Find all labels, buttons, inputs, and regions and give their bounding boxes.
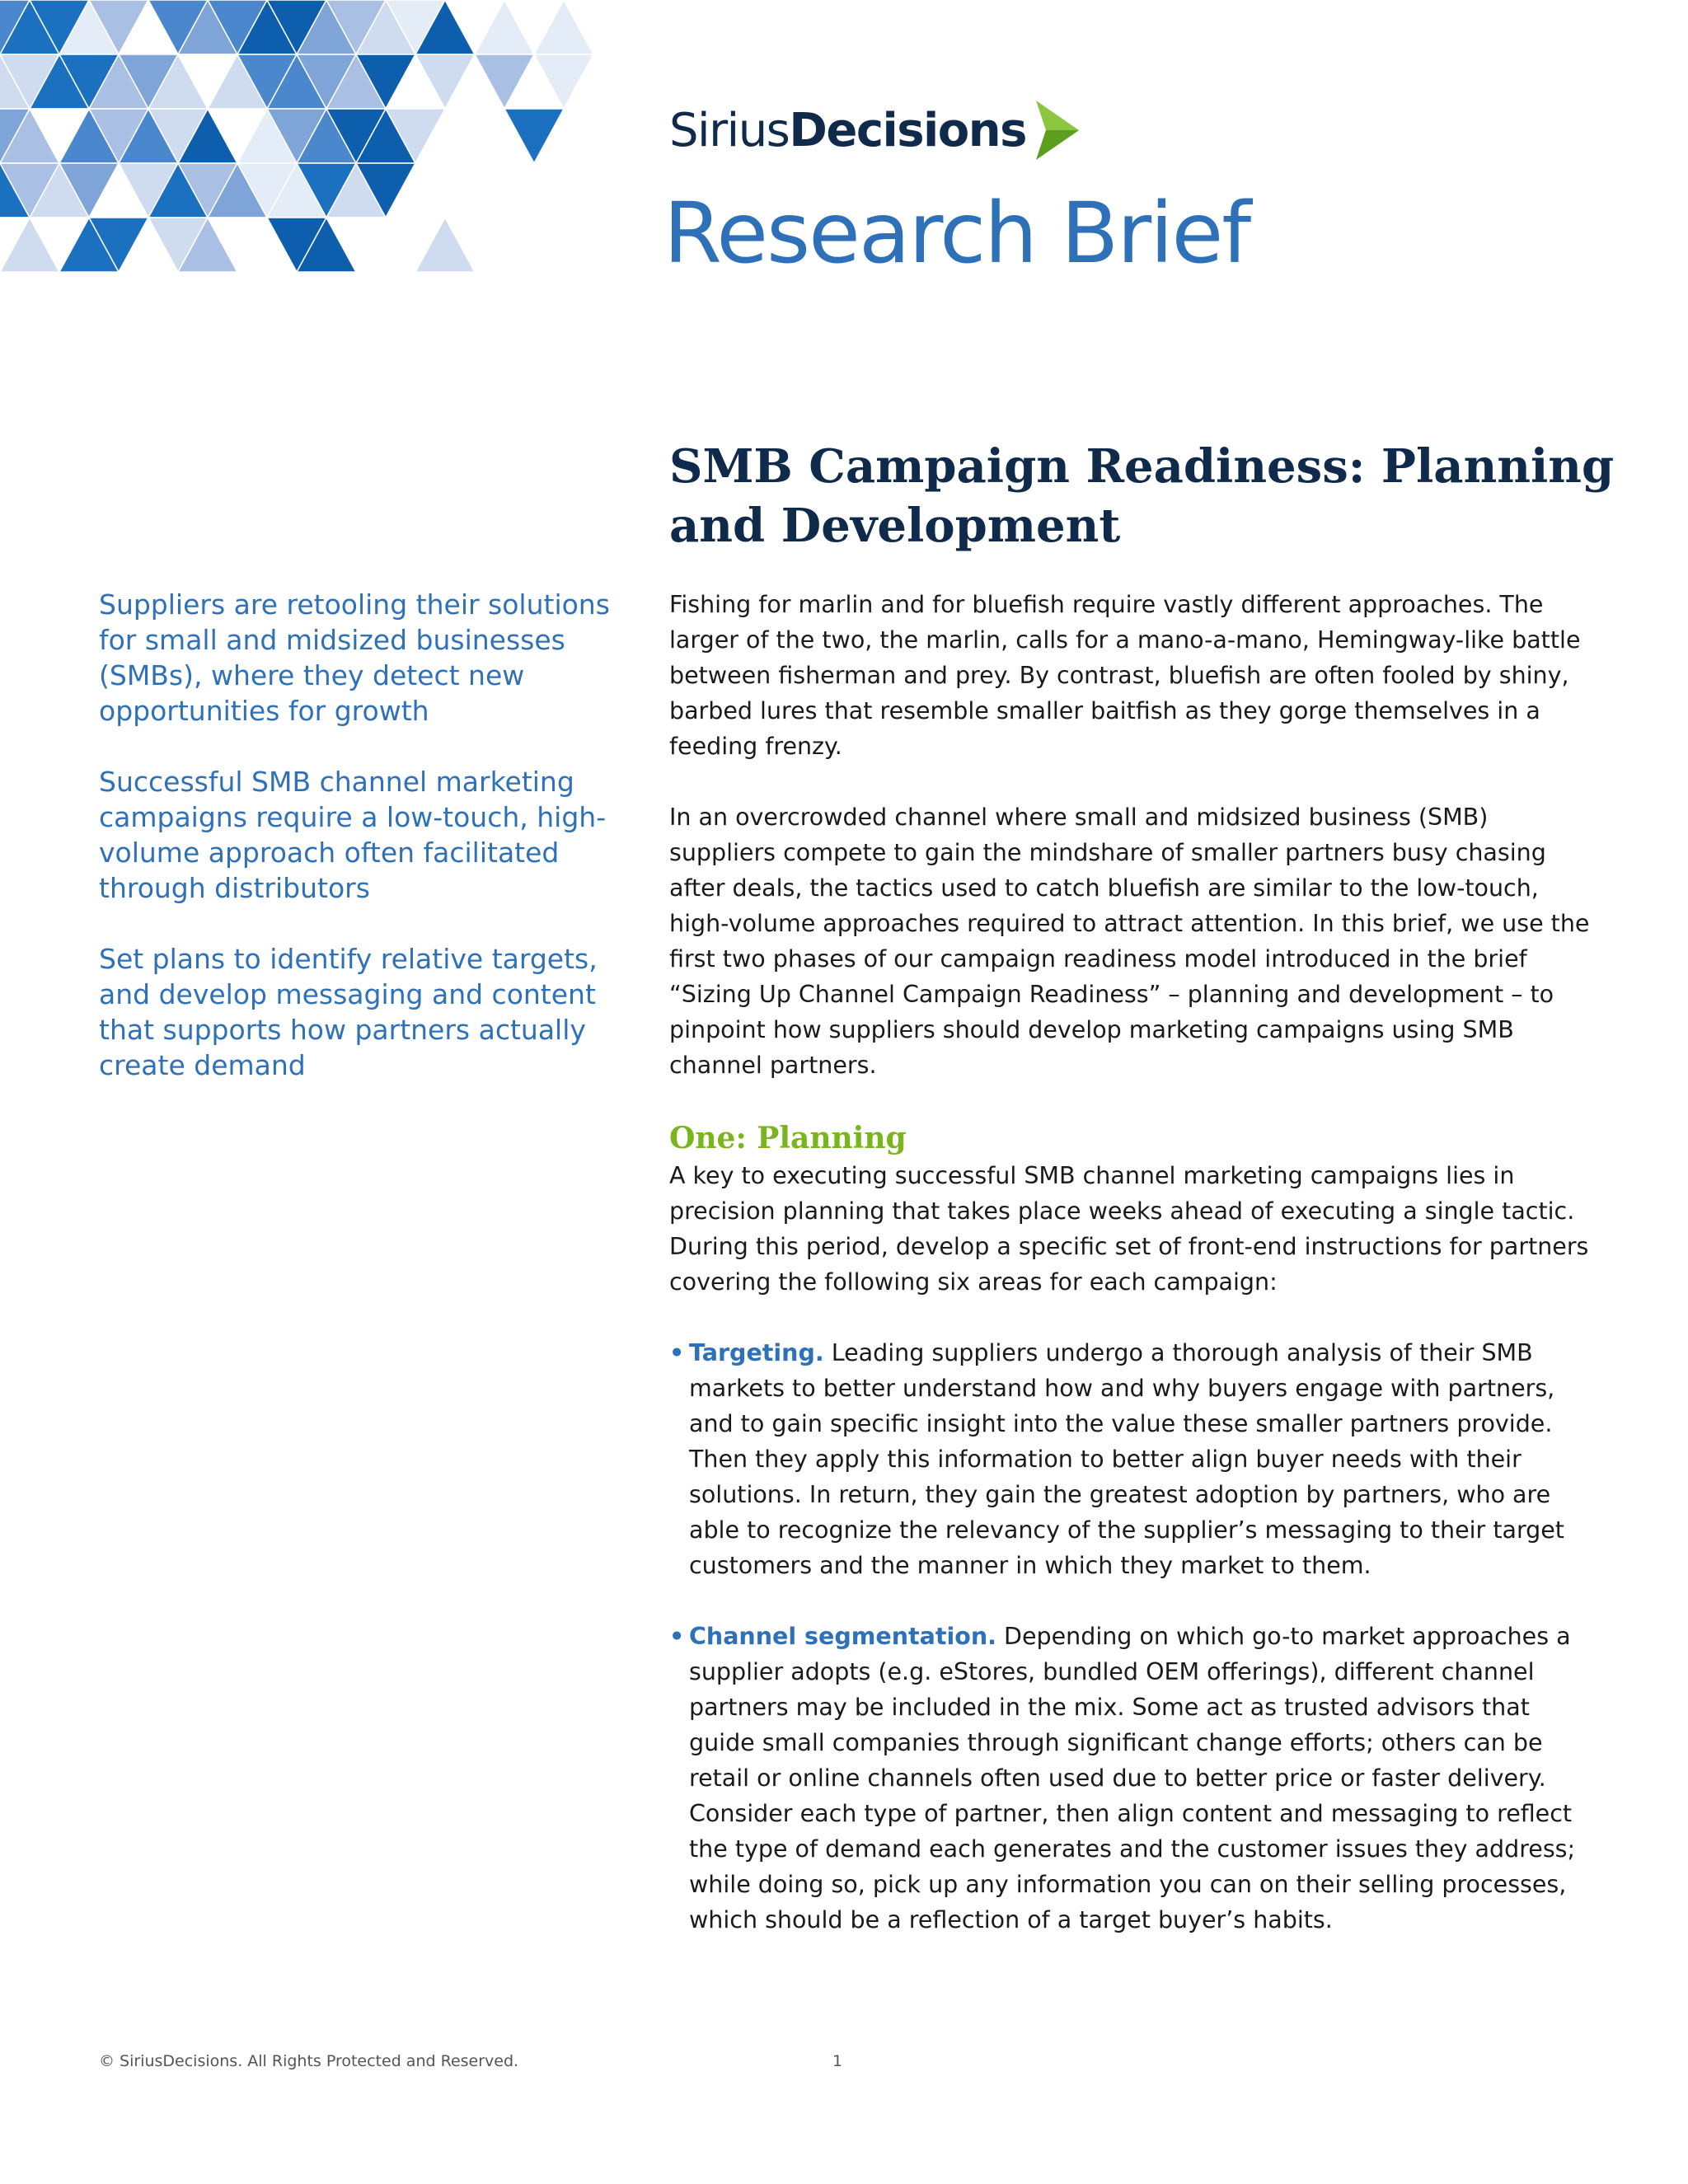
planning-areas-list [669, 1335, 1592, 1938]
footer-copyright: © SiriusDecisions. All Rights Protected and Reserved. [99, 2052, 519, 2070]
highlight-item: Set plans to identify relative targets, and develop messaging and content that supports how partners actually create demand [99, 943, 598, 1081]
section-heading-planning: One: Planning [669, 1121, 907, 1155]
bullet-text: Depending on which go-to market approaches a supplier adopts (e.g. eStores, bundled OEM offerings), different channel partners may be included in the mix. Some act as trusted advisors that guide small companies through significant change efforts; others can be retail or online channels often used due to better price or faster delivery. Consider each type of partner, then align content and messaging to reflect the type of demand each generates and the customer issues they address; while doing so, pick up any information you can on their selling processes, which should be a reflection of a target buyer’s habits. [689, 1623, 1576, 1933]
bullet-term: Channel segmentation. [689, 1623, 996, 1650]
logo-wordmark [669, 104, 1026, 157]
bullet-term: Targeting. [689, 1339, 824, 1366]
bullet-text: Leading suppliers undergo a thorough analysis of their SMB markets to better understand how and why buyers engage with partners, and to gain specific insight into the value these smaller partners provide. Then they apply this information to better align buyer needs with their solutions. In return, they gain the greatest adoption by partners, who are able to recognize the relevancy of the supplier’s messaging to their target customers and the manner in which they market to them. [689, 1339, 1564, 1579]
bullet-icon: • [669, 1339, 685, 1366]
page-title: SMB Campaign Readiness: Planning and Development [669, 439, 1615, 553]
intro-paragraph: Fishing for marlin and for bluefish require vastly different approaches. The larger of the two, the marlin, calls for a mano-a-mano, Hemingway-like battle between fisherman and prey. By contrast, bluefish are often fooled by shiny, barbed lures that resemble smaller baitfish as they gorge themselves in a feeding frenzy. [669, 591, 1581, 760]
main-body [669, 587, 1592, 1973]
section-intro-paragraph: A key to executing successful SMB channel marketing campaigns lies in precision planning that takes place weeks ahead of executing a single tactic. During this period, develop a specific set of front-end instructions for partners covering the following six areas for each campaign: [669, 1162, 1589, 1296]
logo-wordmark-decisions: Decisions [789, 103, 1026, 157]
brand-logo [669, 97, 1079, 163]
key-highlights-sidebar [99, 587, 610, 1118]
page-number: 1 [832, 2052, 843, 2070]
intro-paragraph: In an overcrowded channel where small and midsized business (SMB) suppliers compete to gain the mindshare of smaller partners busy chasing after deals, the tactics used to catch bluefish are similar to the low-touch, high-volume approaches required to attract attention. In this brief, we use the first two phases of our campaign readiness model introduced in the brief “Sizing Up Channel Campaign Readiness” – planning and development – to pinpoint how suppliers should develop marketing campaigns using SMB channel partners. [669, 804, 1590, 1079]
logo-arrow-icon [1036, 101, 1079, 160]
document-type-heading: Research Brief [663, 185, 1250, 283]
list-item [669, 1619, 1592, 1938]
header-triangle-pattern [0, 0, 602, 280]
highlight-item: Successful SMB channel marketing campaigns require a low-touch, high-volume approach often facilitated through distributors [99, 766, 607, 904]
logo-wordmark-sirius: Sirius [669, 103, 790, 157]
bullet-icon: • [669, 1623, 685, 1650]
list-item [669, 1335, 1592, 1583]
highlight-item: Suppliers are retooling their solutions for small and midsized businesses (SMBs), where they detect new opportunities for growth [99, 588, 610, 727]
